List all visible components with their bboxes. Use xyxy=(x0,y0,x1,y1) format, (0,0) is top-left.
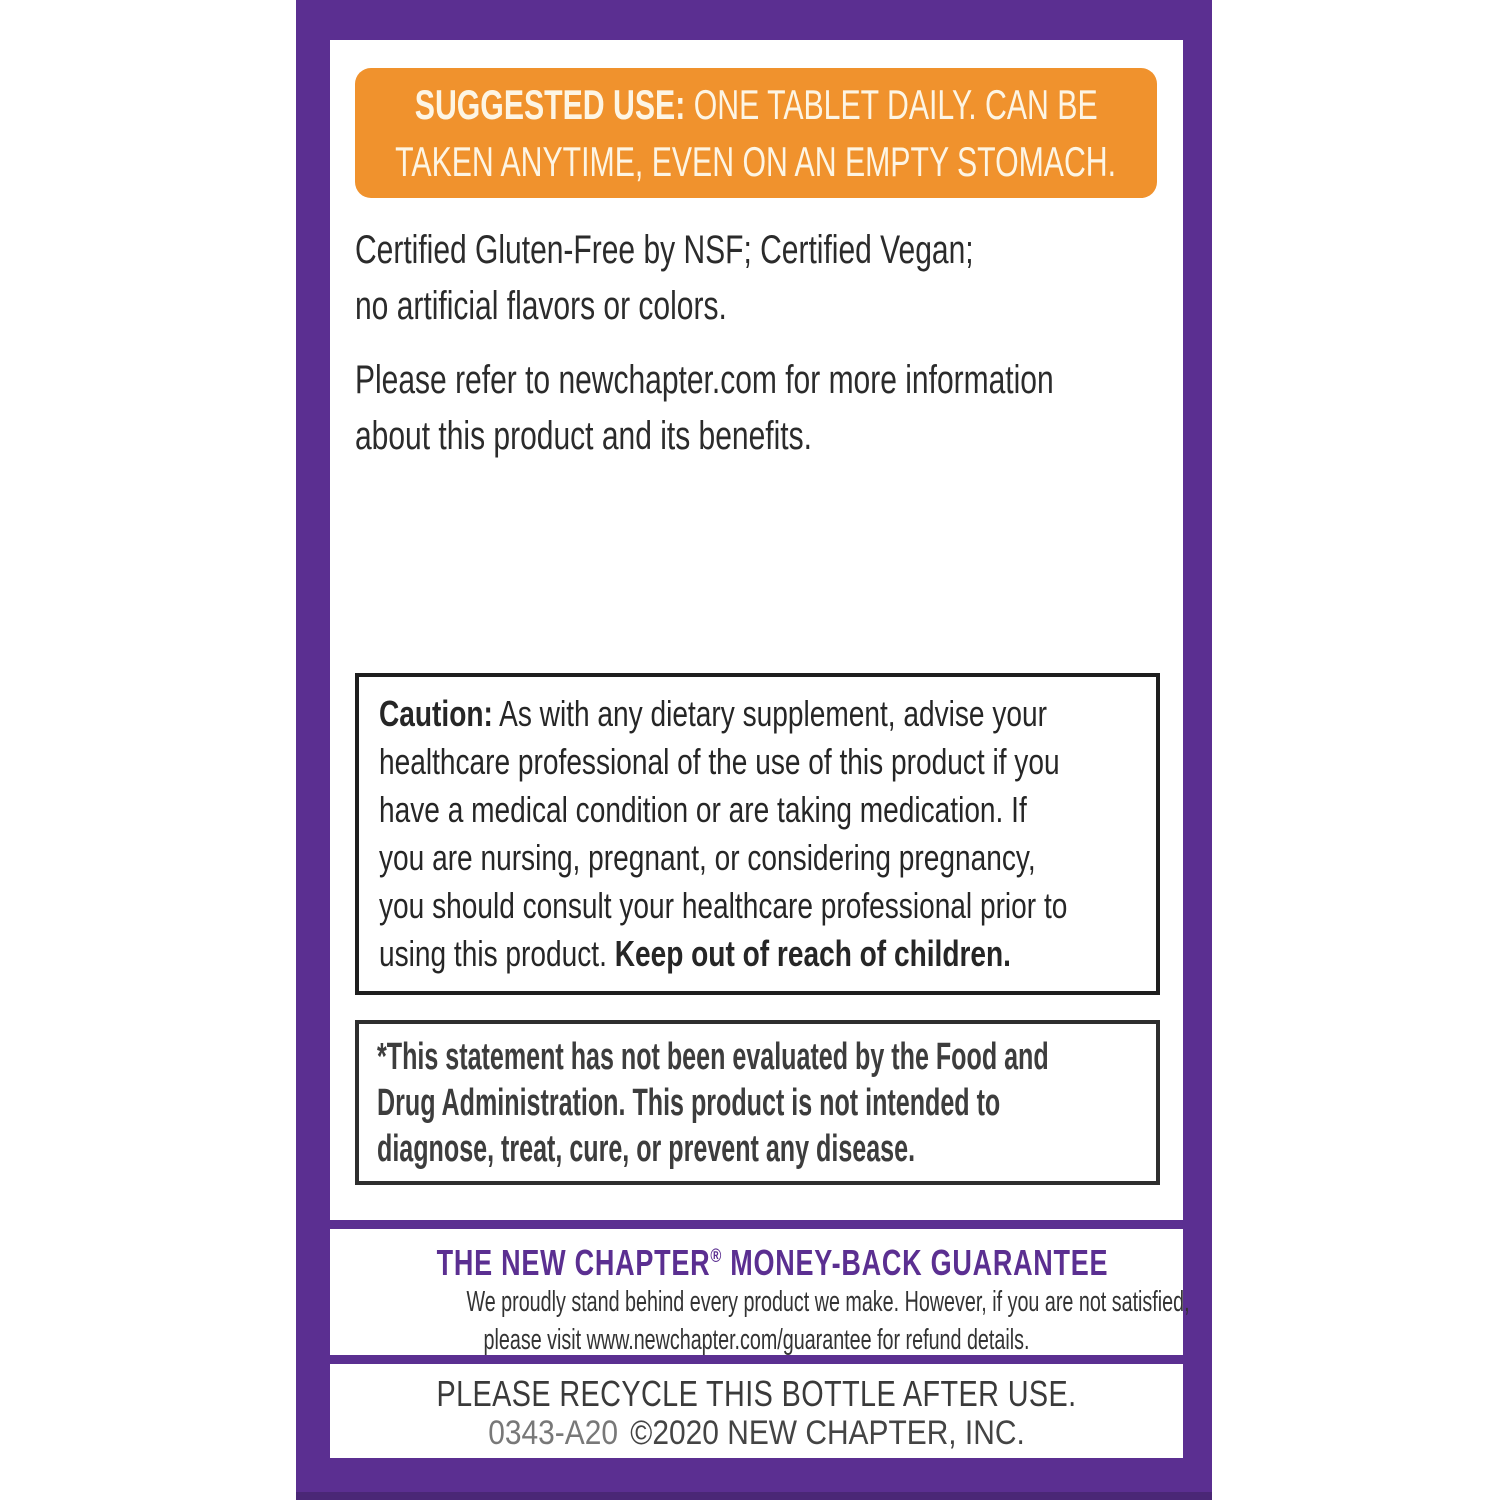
guarantee-line2: please visit www.newchapter.com/guarantee for refund details. xyxy=(483,1324,1030,1356)
caution-line6-regular: using this product. xyxy=(379,933,615,974)
caution-line1-rest: As with any dietary supplement, advise your xyxy=(492,693,1047,734)
guarantee-heading-post: MONEY-BACK GUARANTEE xyxy=(722,1242,1109,1283)
guarantee-heading-pre: THE NEW CHAPTER xyxy=(436,1242,711,1283)
registered-trademark-symbol: ® xyxy=(710,1245,723,1267)
guarantee-heading xyxy=(330,1236,1183,1283)
more-info-line1: Please refer to newchapter.com for more information xyxy=(355,358,1054,402)
recycle-panel xyxy=(330,1364,1183,1458)
fda-line3: diagnose, treat, cure, or prevent any disease. xyxy=(377,1128,916,1170)
copyright-text: ©2020 NEW CHAPTER, INC. xyxy=(630,1414,1025,1452)
supplement-label-back-panel xyxy=(296,0,1212,1500)
caution-keep-out-of-reach: Keep out of reach of children. xyxy=(614,933,1011,974)
guarantee-line1: We proudly stand behind every product we make. However, if you are not satisfied, xyxy=(466,1286,1190,1318)
lot-code: 0343-A20 xyxy=(488,1414,618,1452)
fda-disclaimer-box xyxy=(355,1020,1160,1185)
main-panel xyxy=(330,40,1183,1220)
guarantee-body xyxy=(330,1283,1190,1359)
suggested-use-banner xyxy=(355,68,1157,198)
more-info-paragraph xyxy=(355,352,1287,464)
certifications-line2: no artificial flavors or colors. xyxy=(355,284,727,328)
suggested-use-line1 xyxy=(415,76,1098,133)
caution-label: Caution: xyxy=(379,693,493,734)
fda-line2: Drug Administration. This product is not intended to xyxy=(377,1082,1001,1124)
suggested-use-line2: TAKEN ANYTIME, EVEN ON AN EMPTY STOMACH. xyxy=(395,138,1117,185)
caution-line4: you are nursing, pregnant, or considering pregnancy, xyxy=(379,837,1036,878)
caution-line1 xyxy=(379,690,1047,738)
fda-line1: *This statement has not been evaluated by the Food and xyxy=(377,1036,1049,1078)
label-bottom-edge xyxy=(296,1492,1212,1500)
certifications-paragraph xyxy=(355,222,1180,334)
caution-line6 xyxy=(379,930,1011,978)
caution-box xyxy=(355,673,1160,995)
caution-line5: you should consult your healthcare professional prior to xyxy=(379,885,1068,926)
suggested-use-line1-rest: ONE TABLET DAILY. CAN BE xyxy=(685,81,1098,128)
caution-line2: healthcare professional of the use of this product if you xyxy=(379,741,1060,782)
recycle-message: PLEASE RECYCLE THIS BOTTLE AFTER USE. xyxy=(436,1373,1077,1414)
lot-copyright-line xyxy=(330,1414,1183,1452)
guarantee-panel xyxy=(330,1229,1190,1356)
certifications-line1: Certified Gluten-Free by NSF; Certified Vegan; xyxy=(355,228,974,272)
more-info-line2: about this product and its benefits. xyxy=(355,414,812,458)
suggested-use-label: SUGGESTED USE: xyxy=(414,81,686,128)
caution-line3: have a medical condition or are taking medication. If xyxy=(379,789,1027,830)
